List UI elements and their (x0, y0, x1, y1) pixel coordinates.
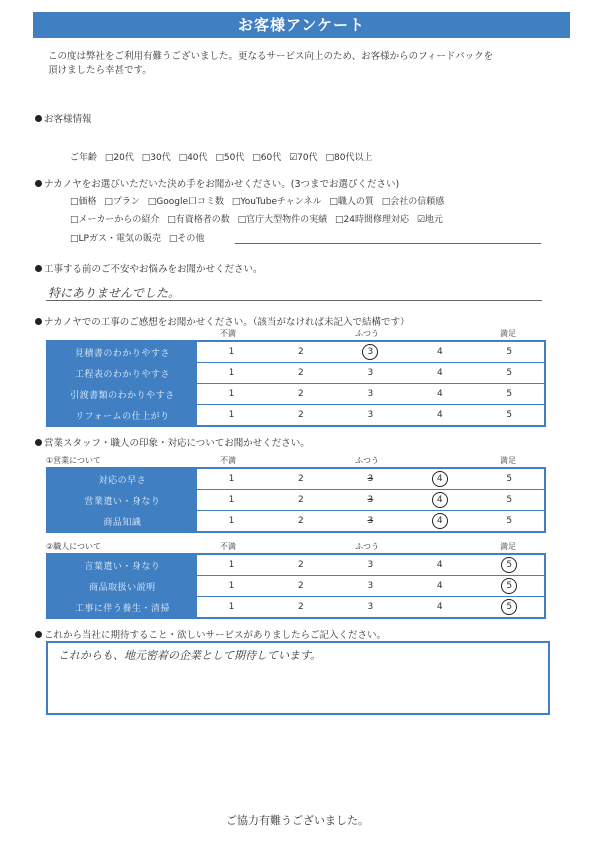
craft-table (46, 553, 546, 619)
rating-3[interactable]: 3 (336, 363, 406, 384)
rating-2[interactable]: 2 (298, 560, 304, 570)
selected-circle: 5 (501, 578, 517, 594)
rating-3[interactable]: 3 (336, 597, 405, 619)
reasons-row-2 (70, 212, 448, 225)
reason-other[interactable]: □その他 (168, 234, 205, 244)
rating-1[interactable]: 1 (228, 560, 235, 570)
reason-maker[interactable]: □メーカーからの紹介 (70, 215, 160, 225)
sales-table (46, 467, 546, 533)
age-option-40[interactable]: □40代 (178, 153, 208, 163)
reason-24h[interactable]: □24時間修理対応 (334, 215, 409, 225)
sub-craft: ②職人について (46, 542, 102, 551)
impression-table (46, 340, 546, 427)
selected-circle: 5 (501, 557, 517, 573)
rating-3-struck[interactable] (336, 490, 405, 511)
age-option-70[interactable]: ☑70代 (289, 153, 318, 163)
table-row (47, 554, 545, 576)
struck-value: 3 (367, 495, 374, 505)
bullet-icon (35, 631, 42, 638)
page-title: お客様アンケート (33, 12, 570, 38)
rating-5[interactable]: 5 (475, 405, 545, 427)
selected-circle: 4 (432, 513, 448, 529)
rating-1[interactable]: 1 (197, 597, 266, 619)
row-label: リフォームの仕上がり (47, 405, 197, 427)
selected-circle: 4 (432, 492, 448, 508)
table-row (47, 511, 545, 533)
rating-3[interactable]: 3 (336, 384, 406, 405)
reason-plan[interactable]: □プラン (104, 197, 140, 207)
rating-3[interactable]: 3 (336, 405, 406, 427)
rating-2[interactable]: 2 (266, 576, 335, 597)
scale-low-1: 不満 (220, 329, 236, 338)
rating-1[interactable]: 1 (197, 363, 266, 384)
intro-line-1: この度は弊社をご利用有難うございました。更なるサービス向上のため、お客様からのフィードバックを (48, 51, 494, 62)
row-label: 工程表のわかりやすさ (47, 363, 197, 384)
rating-5[interactable]: 5 (506, 474, 513, 484)
row-label: 見積書のわかりやすさ (47, 341, 197, 363)
rating-5-selected[interactable] (474, 554, 545, 576)
rating-5-selected[interactable] (474, 576, 545, 597)
section-expect-label: これから当社に期待すること・欲しいサービスがありましたらご記入ください。 (44, 630, 387, 641)
rating-4[interactable]: 4 (405, 363, 474, 384)
scale-high-2: 満足 (500, 456, 516, 465)
table-row (47, 363, 545, 384)
table-row (47, 341, 545, 363)
expect-answer[interactable]: これからも、地元密着の企業として期待しています。 (58, 649, 322, 662)
reason-local[interactable]: ☑地元 (416, 215, 443, 225)
bullet-icon (35, 180, 42, 187)
rating-2[interactable]: 2 (298, 347, 304, 357)
row-label: 商品知識 (47, 511, 197, 533)
section-worry (35, 261, 263, 275)
rating-4-selected[interactable] (405, 468, 475, 490)
reason-qualified[interactable]: □有資格者の数 (167, 215, 230, 225)
table-row (47, 468, 545, 490)
rating-4[interactable]: 4 (436, 560, 443, 570)
bullet-icon (35, 318, 42, 325)
reason-youtube[interactable]: □YouTubeチャンネル (231, 197, 322, 207)
section-reason (35, 176, 399, 190)
section-staff (35, 435, 310, 449)
age-option-60[interactable]: □60代 (252, 153, 282, 163)
reason-craftsman[interactable]: □職人の質 (329, 197, 374, 207)
age-option-20[interactable]: □20代 (104, 153, 134, 163)
rating-4[interactable]: 4 (405, 597, 474, 619)
rating-4-selected[interactable] (405, 511, 475, 533)
rating-4[interactable]: 4 (436, 347, 443, 357)
rating-4[interactable]: 4 (405, 576, 474, 597)
rating-2[interactable]: 2 (266, 384, 335, 405)
footer-thanks: ご協力有難うございました。 (226, 814, 369, 827)
rating-1[interactable]: 1 (228, 347, 235, 357)
selected-circle: 4 (432, 471, 448, 487)
bullet-icon (35, 115, 42, 122)
rating-3-selected[interactable] (336, 341, 406, 363)
rating-1[interactable]: 1 (197, 384, 266, 405)
section-worry-label: 工事する前のご不安やお悩みをお聞かせください。 (44, 264, 263, 275)
scale-high-1: 満足 (500, 329, 516, 338)
rating-4[interactable]: 4 (405, 405, 474, 427)
rating-1[interactable]: 1 (197, 490, 266, 511)
rating-5[interactable]: 5 (475, 490, 545, 511)
rating-2[interactable]: 2 (266, 511, 335, 533)
row-label: 工事に伴う養生・清掃 (47, 597, 197, 619)
rating-1[interactable]: 1 (228, 474, 235, 484)
rating-3[interactable]: 3 (336, 576, 405, 597)
row-label: 引渡書類のわかりやすさ (47, 384, 197, 405)
rating-5[interactable]: 5 (475, 511, 545, 533)
rating-4[interactable]: 4 (405, 384, 474, 405)
reason-google[interactable]: □Google口コミ数 (147, 197, 225, 207)
age-row (70, 150, 377, 163)
intro-text (48, 50, 558, 78)
scale-mid-2: ふつう (355, 456, 379, 465)
scale-high-3: 満足 (500, 542, 516, 551)
rating-5[interactable]: 5 (475, 384, 545, 405)
section-customer (35, 111, 92, 125)
rating-3[interactable]: 3 (367, 560, 374, 570)
rating-5[interactable]: 5 (475, 363, 545, 384)
rating-2[interactable]: 2 (266, 597, 335, 619)
age-option-50[interactable]: □50代 (215, 153, 245, 163)
reason-price[interactable]: □価格 (70, 197, 97, 207)
scale-low-2: 不満 (220, 456, 236, 465)
sub-sales: ①営業について (46, 456, 102, 465)
rating-3-struck[interactable] (336, 511, 405, 533)
selected-circle: 5 (501, 599, 517, 615)
rating-5-selected[interactable] (474, 597, 545, 619)
worry-underline (46, 300, 542, 301)
section-impression (35, 314, 410, 328)
reason-lpgas[interactable]: □LPガス・電気の販売 (70, 234, 161, 244)
section-impression-label: ナカノヤでの工事のご感想をお聞かせください。（該当がなければ未記入で結構です） (44, 317, 410, 328)
section-customer-label: お客様情報 (44, 114, 92, 125)
worry-answer[interactable]: 特にありませんでした。 (48, 286, 181, 300)
rating-2[interactable]: 2 (266, 363, 335, 384)
rating-1[interactable]: 1 (197, 405, 266, 427)
struck-value: 3 (367, 474, 374, 484)
age-label: ご年齢 (70, 153, 98, 163)
table-row (47, 597, 545, 619)
rating-2[interactable]: 2 (266, 405, 335, 427)
section-expect (35, 627, 386, 641)
scale-mid-3: ふつう (355, 542, 379, 551)
reasons-row-1 (70, 194, 449, 207)
rating-3-struck[interactable] (336, 468, 405, 490)
section-staff-label: 営業スタッフ・職人の印象・対応についてお聞かせください。 (44, 438, 310, 449)
intro-line-2: 頂けましたら幸甚です。 (48, 65, 152, 76)
scale-mid-1: ふつう (355, 329, 379, 338)
row-label: 対応の早さ (47, 468, 197, 490)
rating-2[interactable]: 2 (266, 490, 335, 511)
rating-5[interactable]: 5 (506, 347, 513, 357)
row-label: 営業遣い・身なり (47, 490, 197, 511)
table-row (47, 405, 545, 427)
bullet-icon (35, 265, 42, 272)
rating-4-selected[interactable] (405, 490, 475, 511)
reasons-row-3 (70, 231, 209, 244)
age-option-80[interactable]: □80代以上 (325, 153, 373, 163)
age-option-30[interactable]: □30代 (141, 153, 171, 163)
reason-trust[interactable]: □会社の信頼感 (381, 197, 445, 207)
rating-2[interactable]: 2 (298, 474, 304, 484)
rating-1[interactable]: 1 (197, 576, 266, 597)
bullet-icon (35, 439, 42, 446)
reason-record[interactable]: □官庁大型物件の実績 (237, 215, 328, 225)
section-reason-label: ナカノヤをお選びいただいた決め手をお聞かせください。(3つまでお選びください) (44, 179, 400, 190)
struck-value: 3 (367, 516, 374, 526)
table-row (47, 490, 545, 511)
selected-circle: 3 (362, 344, 378, 360)
scale-low-3: 不満 (220, 542, 236, 551)
other-underline (235, 243, 541, 244)
row-label: 商品取扱い説明 (47, 576, 197, 597)
table-row (47, 576, 545, 597)
table-row (47, 384, 545, 405)
rating-1[interactable]: 1 (197, 511, 266, 533)
row-label: 言葉遣い・身なり (47, 554, 197, 576)
